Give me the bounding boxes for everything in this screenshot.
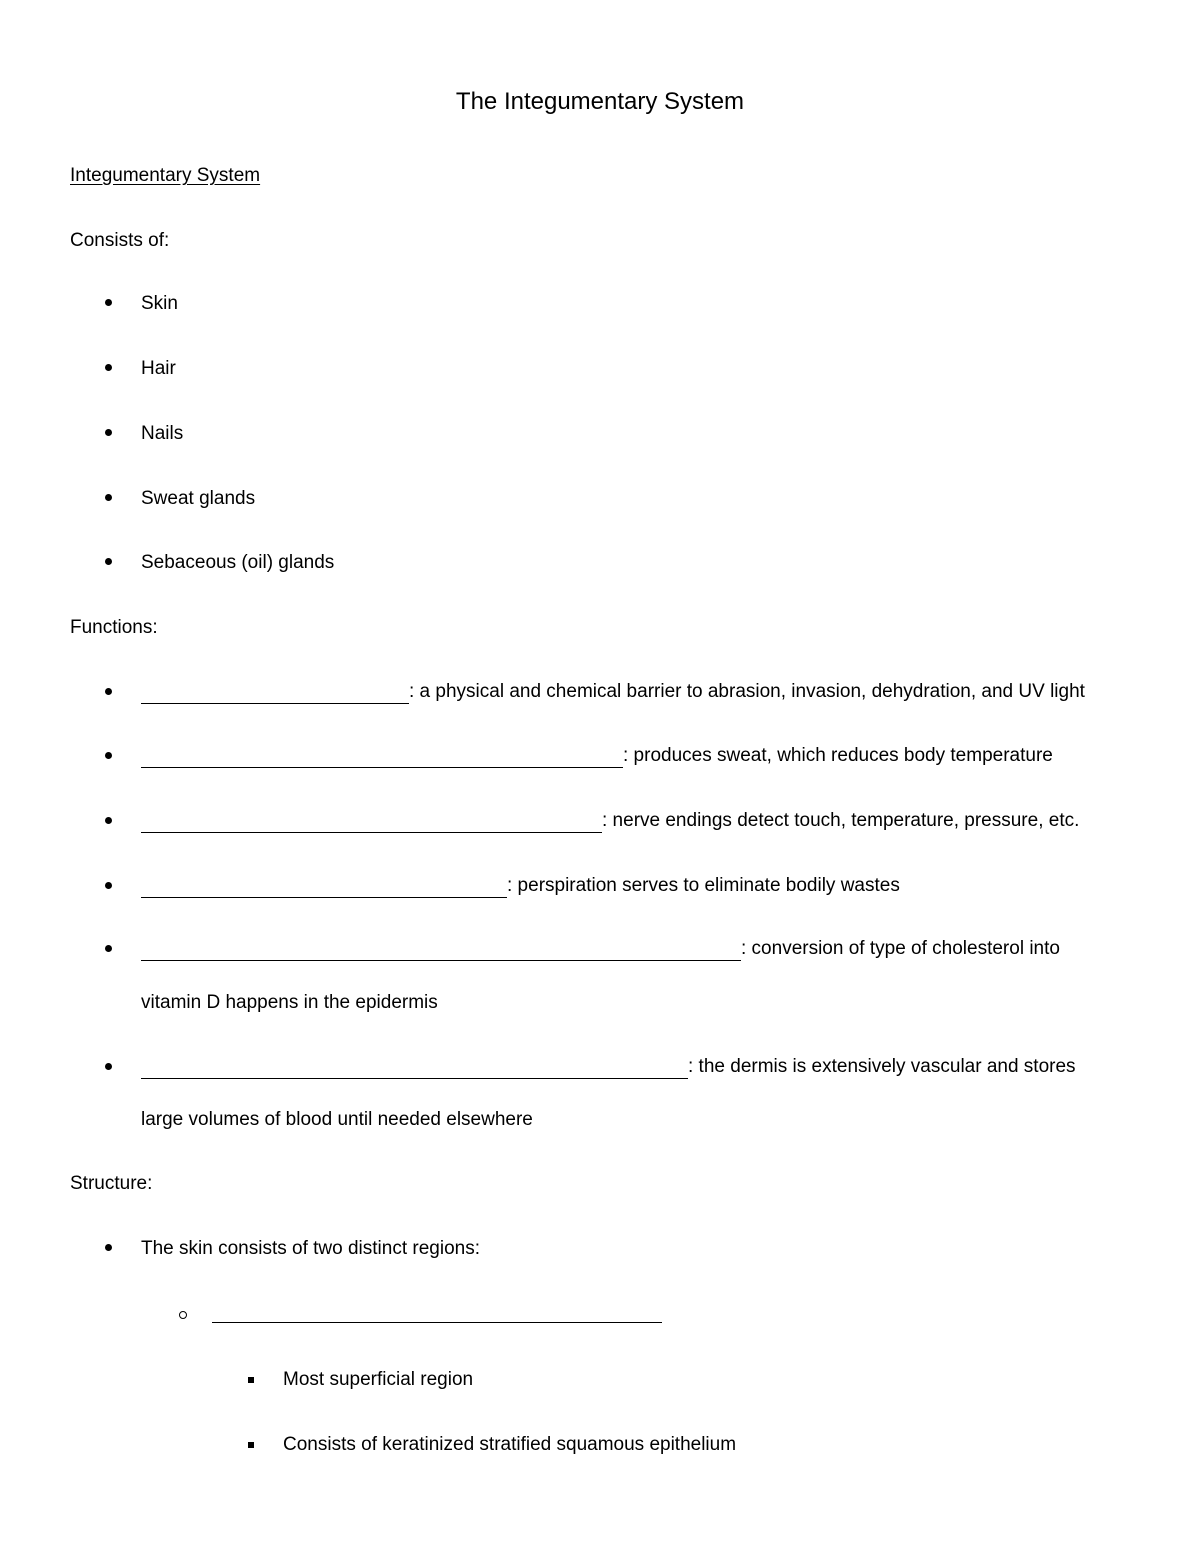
structure-intro: The skin consists of two distinct regions: xyxy=(141,1238,480,1259)
bullet-icon xyxy=(105,494,112,501)
list-item: Hair xyxy=(141,358,176,379)
list-item: Sweat glands xyxy=(141,488,256,509)
fill-in-blank[interactable] xyxy=(141,749,623,768)
function-continuation: vitamin D happens in the epidermis xyxy=(141,992,438,1013)
list-item: Nails xyxy=(141,423,184,444)
function-item xyxy=(141,809,1079,833)
consists-label: Consists of: xyxy=(70,230,170,251)
square-bullet-icon xyxy=(248,1442,254,1448)
bullet-icon xyxy=(105,1063,112,1070)
section-heading: Integumentary System xyxy=(70,165,261,186)
function-item xyxy=(141,680,1085,704)
function-item xyxy=(141,874,900,898)
function-text: : a physical and chemical barrier to abrasion, invasion, dehydration, and UV light xyxy=(409,681,1085,702)
list-item: Sebaceous (oil) glands xyxy=(141,552,335,573)
structure-label: Structure: xyxy=(70,1173,153,1194)
function-item xyxy=(141,937,1060,961)
bullet-icon xyxy=(105,882,112,889)
square-bullet-icon xyxy=(248,1377,254,1383)
function-text: : perspiration serves to eliminate bodily wastes xyxy=(507,875,900,896)
fill-in-blank[interactable] xyxy=(141,685,409,704)
function-continuation: large volumes of blood until needed elsewhere xyxy=(141,1109,533,1130)
bullet-icon xyxy=(105,688,112,695)
bullet-icon xyxy=(105,364,112,371)
list-item: Consists of keratinized stratified squamous epithelium xyxy=(283,1434,737,1455)
bullet-icon xyxy=(105,1244,112,1251)
function-text: : conversion of type of cholesterol into xyxy=(741,938,1060,959)
bullet-icon xyxy=(105,558,112,565)
fill-in-blank[interactable] xyxy=(141,942,741,961)
function-text: : produces sweat, which reduces body temperature xyxy=(623,745,1053,766)
function-text: : the dermis is extensively vascular and stores xyxy=(688,1056,1076,1077)
function-item xyxy=(141,1055,1076,1079)
bullet-icon xyxy=(105,817,112,824)
fill-in-blank[interactable] xyxy=(141,1060,688,1079)
bullet-icon xyxy=(105,752,112,759)
list-item: Most superficial region xyxy=(283,1369,474,1390)
hollow-bullet-icon xyxy=(179,1311,187,1319)
function-item xyxy=(141,744,1053,768)
fill-in-blank[interactable] xyxy=(212,1322,662,1323)
fill-in-blank[interactable] xyxy=(141,814,602,833)
function-text: : nerve endings detect touch, temperature, pressure, etc. xyxy=(602,810,1080,831)
list-item: Skin xyxy=(141,293,178,314)
fill-in-blank[interactable] xyxy=(141,879,507,898)
bullet-icon xyxy=(105,299,112,306)
functions-label: Functions: xyxy=(70,617,158,638)
page-title: The Integumentary System xyxy=(455,88,745,115)
bullet-icon xyxy=(105,945,112,952)
bullet-icon xyxy=(105,429,112,436)
